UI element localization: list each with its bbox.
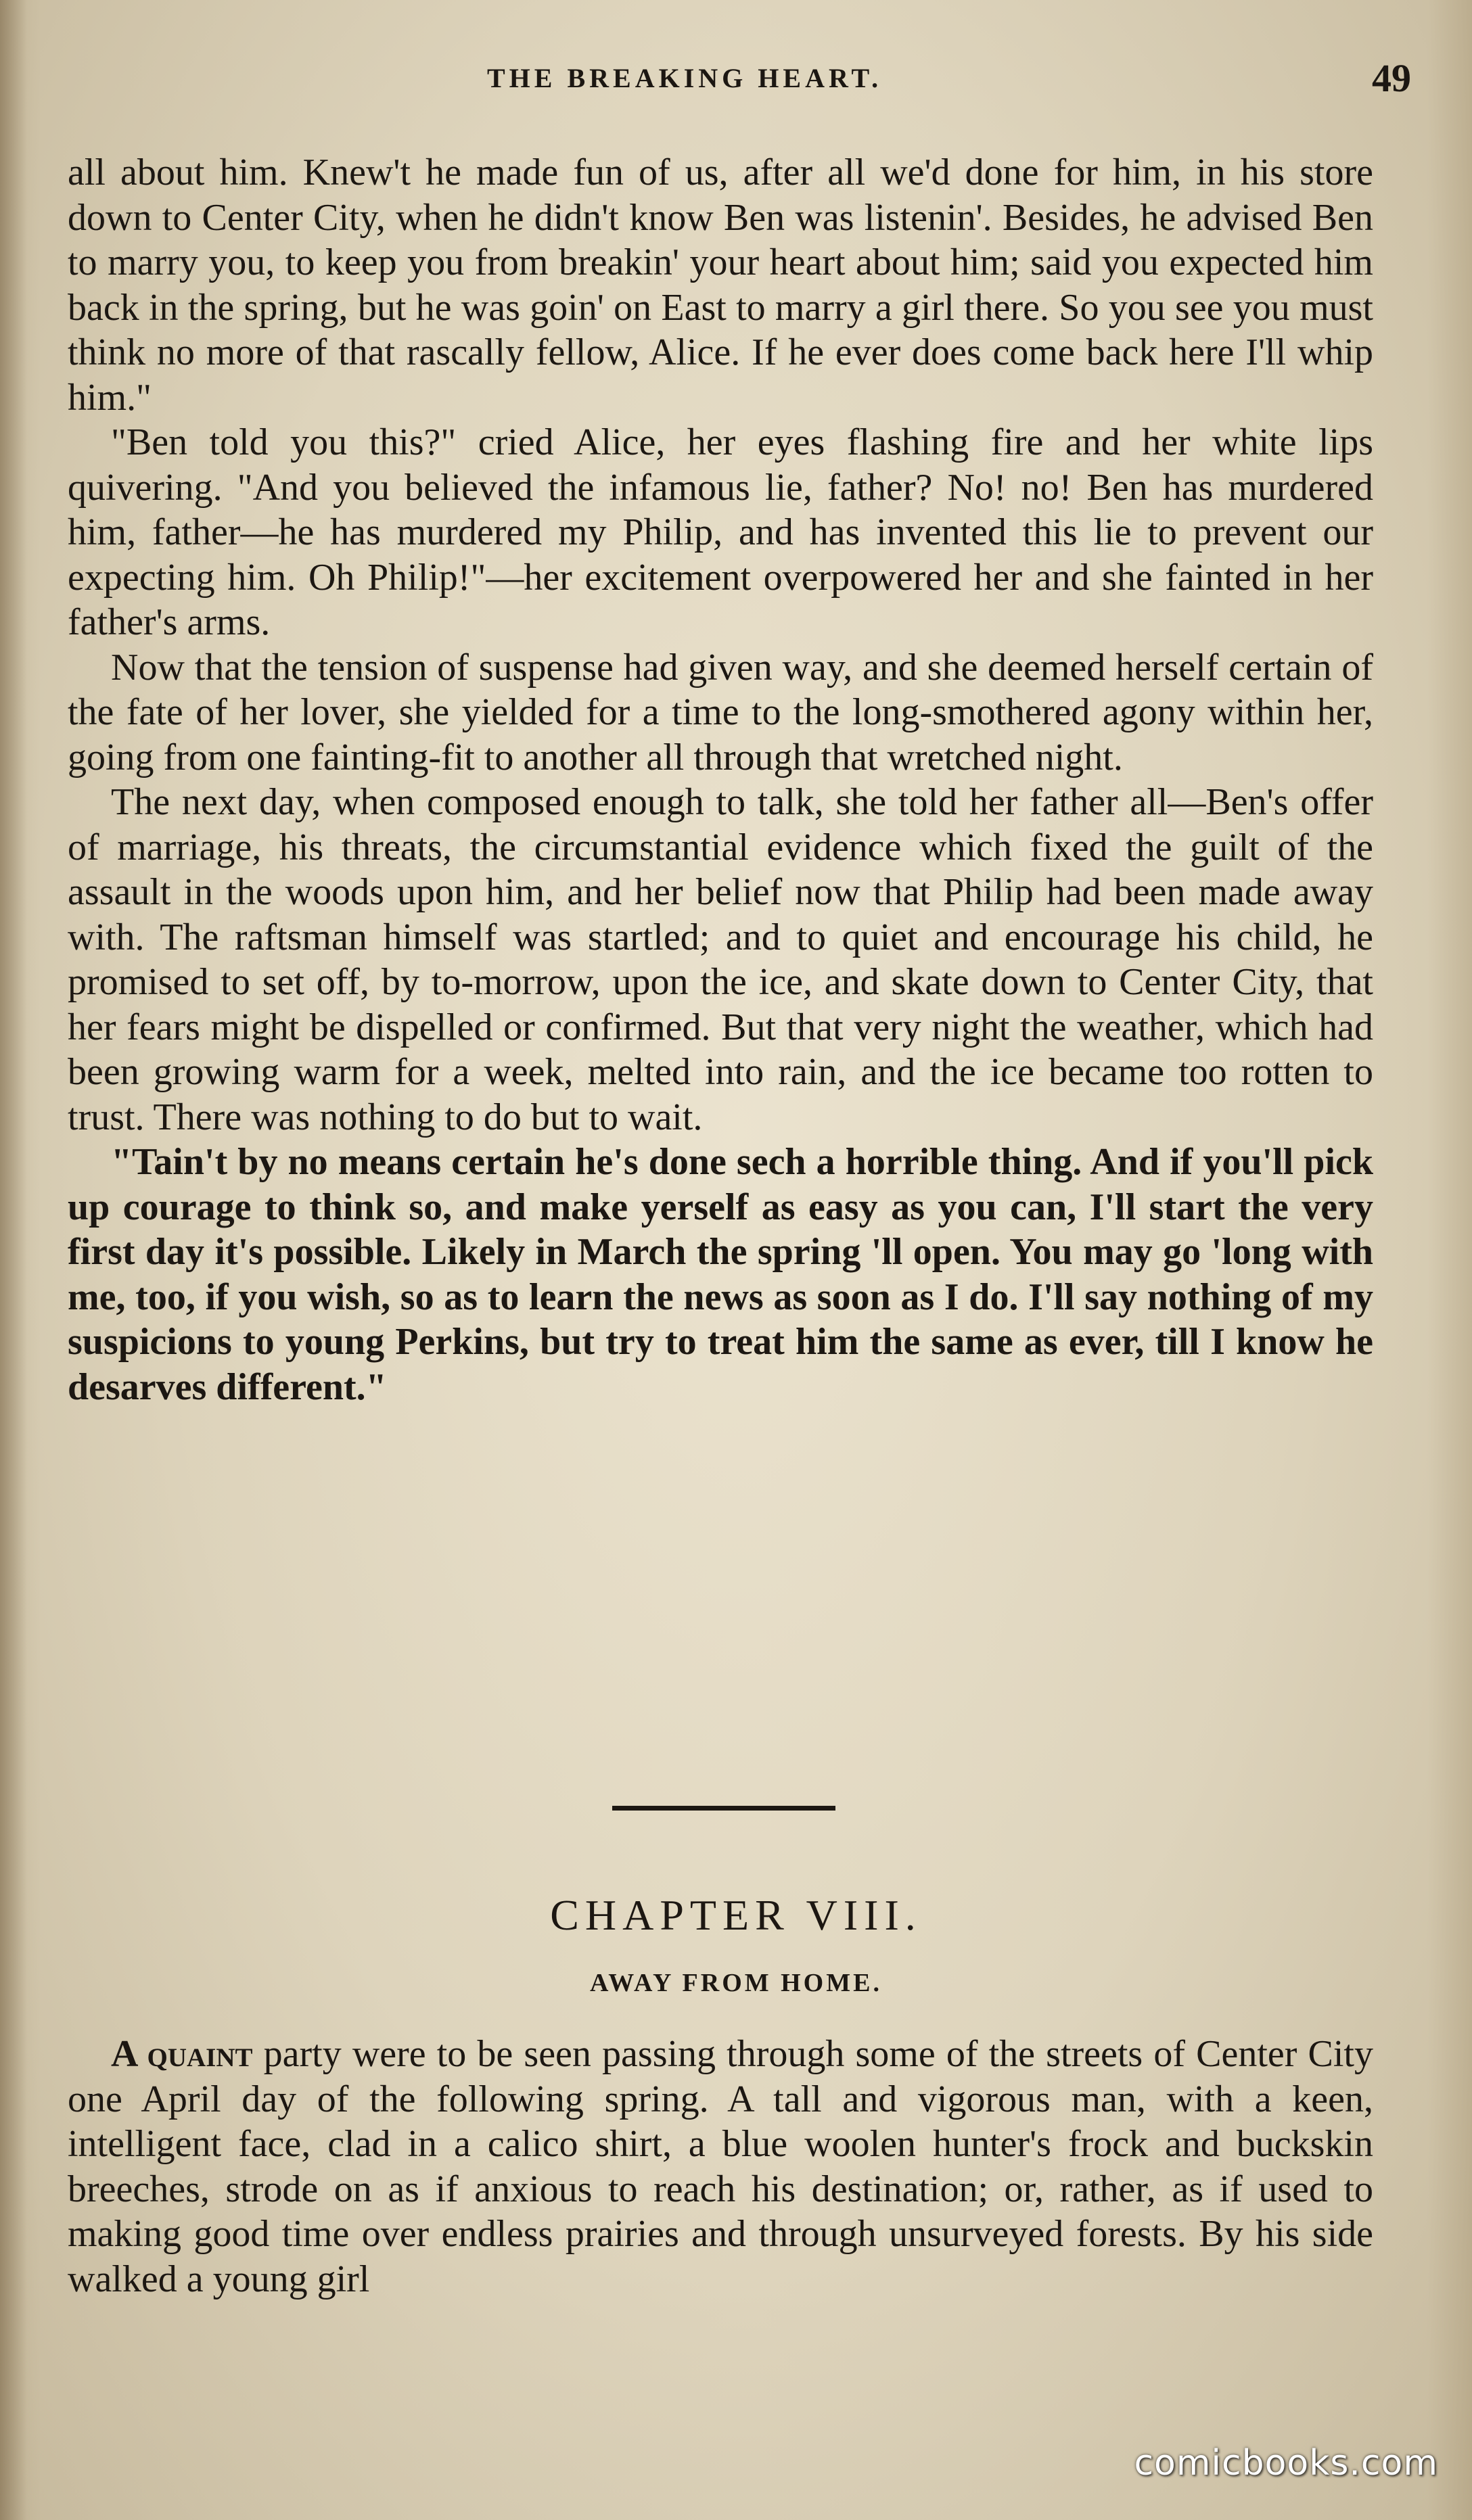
paragraph-5: "Tain't by no means certain he's done sech a horrible thing. And if you'll pick up courage to think so, and make yerself as easy as you can, I'll start the very first day it's possible. Likely in March the spring 'll open. You may go 'long with me, too, if you wish, so as to learn the news as soon as I do. I'll say nothing of my suspicions to young Perkins, but try to treat him the same as ever, till I know he desarves different." <box>68 1141 1373 1408</box>
paragraph-4: The next day, when composed enough to talk, she told her father all—Ben's offer of marriage, his threats, the circumstantial evidence which fixed the guilt of the assault in the woods upon him, and her belief now that Philip had been made away with. The raftsman himself was startled; and to quiet and encourage his child, he promised to set off, by to-morrow, upon the ice, and skate down to Center City, that her fears might be dispelled or confirmed. But that very night the weather, which had been growing warm for a week, melted into rain, and the ice became too rotten to trust. There was nothing to do but to wait. <box>68 781 1373 1138</box>
chapter-subtitle: AWAY FROM HOME. <box>590 1969 882 1997</box>
running-title: THE BREAKING HEART. <box>487 63 883 93</box>
chapter-lead-smallcaps: A quaint <box>111 2033 253 2075</box>
page-number: 49 <box>1372 56 1411 100</box>
paragraph-1: all about him. Knew't he made fun of us, after all we'd done for him, in his store down to Center City, when he didn't know Ben was listenin'. Besides, he advised Ben to marry you, to keep you from breakin' your heart about him; said you expected him back in the spring, but he was goin' on East to marry a girl there. So you see you must think no more of that rascally fellow, Alice. If he ever does come back here I'll whip him." <box>68 151 1373 419</box>
watermark: comicbooks.com <box>1134 2443 1438 2483</box>
paragraph-2: "Ben told you this?" cried Alice, her eyes flashing fire and her white lips quivering. "And you believed the infamous lie, father? No! no! Ben has murdered him, father—he has murdered my Philip, and has invented this lie to prevent our expecting him. Oh Philip!"—her excitement overpowered her and she fainted in her father's arms. <box>68 421 1373 643</box>
chapter-paragraph-1 <box>68 2032 1373 2302</box>
running-head <box>68 56 1411 110</box>
paragraph-3: Now that the tension of suspense had given way, and she deemed herself certain of the fate of her lover, she yielded for a time to the long-smothered agony within her, going from one fainting-fit to another all through that wretched night. <box>68 646 1373 778</box>
chapter-body-text <box>68 2032 1373 2302</box>
body-text <box>68 150 1373 1409</box>
page-gutter-shadow <box>0 0 27 2520</box>
chapter-lead-rest: party were to be seen passing through some of the streets of Center City one April day of the following spring. A tall and vigorous man, with a keen, intelligent face, clad in a calico shirt, a blue woolen hunter's frock and buckskin breeches, strode on as if anxious to reach his destination; or, rather, as if used to making good time over endless prairies and through unsurveyed forests. By his side walked a young girl <box>68 2033 1373 2300</box>
chapter-title: CHAPTER VIII. <box>550 1891 922 1939</box>
section-divider-rule <box>612 1806 835 1811</box>
